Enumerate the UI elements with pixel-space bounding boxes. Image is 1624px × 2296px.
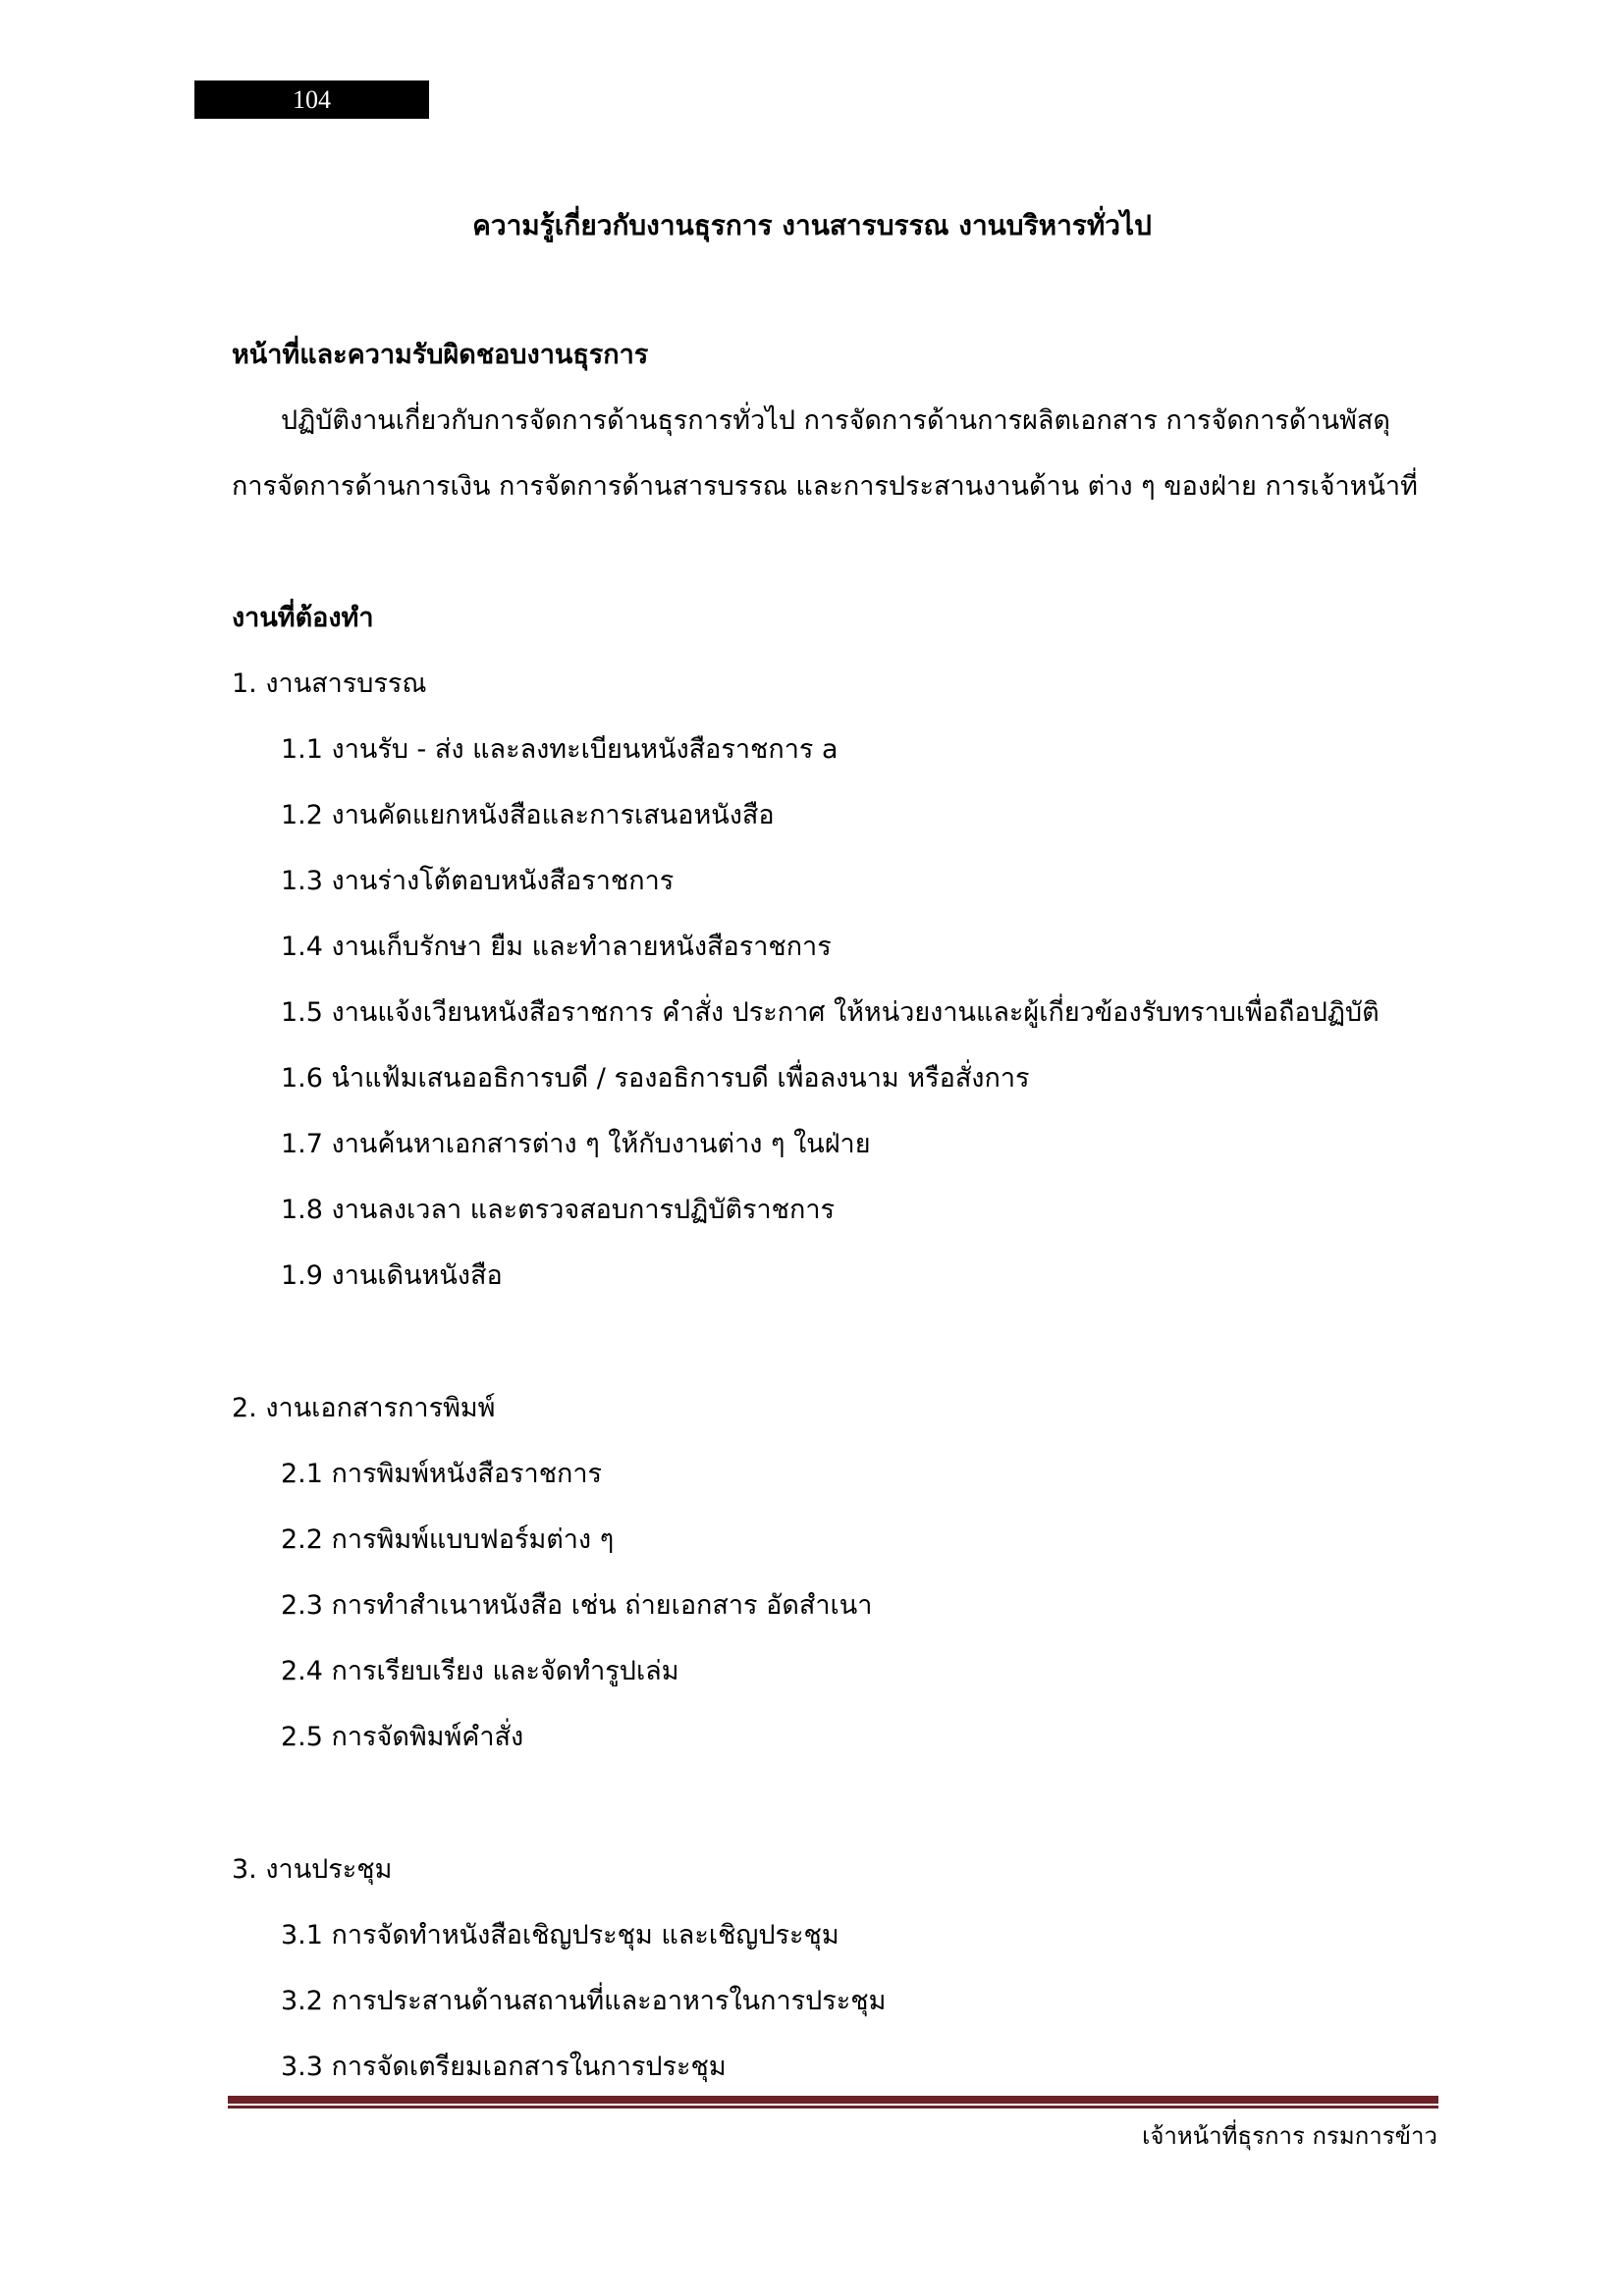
page-number-badge	[194, 80, 429, 119]
task-item: 1.5 งานแจ้งเวียนหนังสือราชการ คำสั่ง ประกาศ ให้หน่วยงานและผู้เกี่ยวข้องรับทราบเพื่อถือปฏิบัติ	[281, 997, 1380, 1028]
paragraph-line-2: การจัดการด้านการเงิน การจัดการด้านสารบรรณ และการประสานงานด้าน ต่าง ๆ ของฝ่าย การเจ้าหน้าที่	[232, 471, 1418, 502]
task-item: 1.3 งานร่างโต้ตอบหนังสือราชการ	[281, 866, 675, 896]
section-heading-tasks: งานที่ต้องทำ	[232, 603, 374, 633]
footer-divider-thin	[228, 2106, 1438, 2109]
task-item: 1.1 งานรับ - ส่ง และลงทะเบียนหนังสือราชการ a	[281, 734, 839, 765]
task-item: 3.3 การจัดเตรียมเอกสารในการประชุม	[281, 2052, 727, 2082]
task-item: 3.1 การจัดทำหนังสือเชิญประชุม และเชิญประชุม	[281, 1920, 839, 1950]
task-item: 2.1 การพิมพ์หนังสือราชการ	[281, 1459, 603, 1489]
task-item: 2.3 การทำสำเนาหนังสือ เช่น ถ่ายเอกสาร อัดสำเนา	[281, 1590, 873, 1621]
task-item: 1.2 งานคัดแยกหนังสือและการเสนอหนังสือ	[281, 800, 775, 830]
page-number: 104	[293, 85, 331, 114]
task-item: 1.4 งานเก็บรักษา ยืม และทำลายหนังสือราชการ	[281, 932, 832, 962]
paragraph-line-1: ปฏิบัติงานเกี่ยวกับการจัดการด้านธุรการทั่วไป การจัดการด้านการผลิตเอกสาร การจัดการด้านพัสดุ	[281, 405, 1390, 436]
task-group-1-label: 1. งานสารบรรณ	[232, 668, 427, 699]
task-item: 1.7 งานค้นหาเอกสารต่าง ๆ ให้กับงานต่าง ๆ ในฝ่าย	[281, 1129, 871, 1159]
task-item: 2.2 การพิมพ์แบบฟอร์มต่าง ๆ	[281, 1524, 615, 1555]
task-item: 3.2 การประสานด้านสถานที่และอาหารในการประชุม	[281, 1986, 887, 2016]
task-item: 1.9 งานเดินหนังสือ	[281, 1260, 503, 1291]
task-item: 1.6 นำแฟ้มเสนออธิการบดี / รองอธิการบดี เพื่อลงนาม หรือสั่งการ	[281, 1063, 1030, 1094]
document-title: ความรู้เกี่ยวกับงานธุรการ งานสารบรรณ งานบริหารทั่วไป	[472, 209, 1152, 241]
footer-divider-thick	[228, 2096, 1438, 2104]
section-heading-responsibilities: หน้าที่และความรับผิดชอบงานธุรการ	[232, 340, 649, 370]
task-item: 2.5 การจัดพิมพ์คำสั่ง	[281, 1722, 524, 1752]
task-group-3-label: 3. งานประชุม	[232, 1854, 393, 1885]
task-item: 1.8 งานลงเวลา และตรวจสอบการปฏิบัติราชการ	[281, 1195, 835, 1225]
task-group-2-label: 2. งานเอกสารการพิมพ์	[232, 1393, 496, 1423]
footer-organization: เจ้าหน้าที่ธุรการ กรมการข้าว	[1142, 2122, 1437, 2150]
task-item: 2.4 การเรียบเรียง และจัดทำรูปเล่ม	[281, 1656, 679, 1686]
